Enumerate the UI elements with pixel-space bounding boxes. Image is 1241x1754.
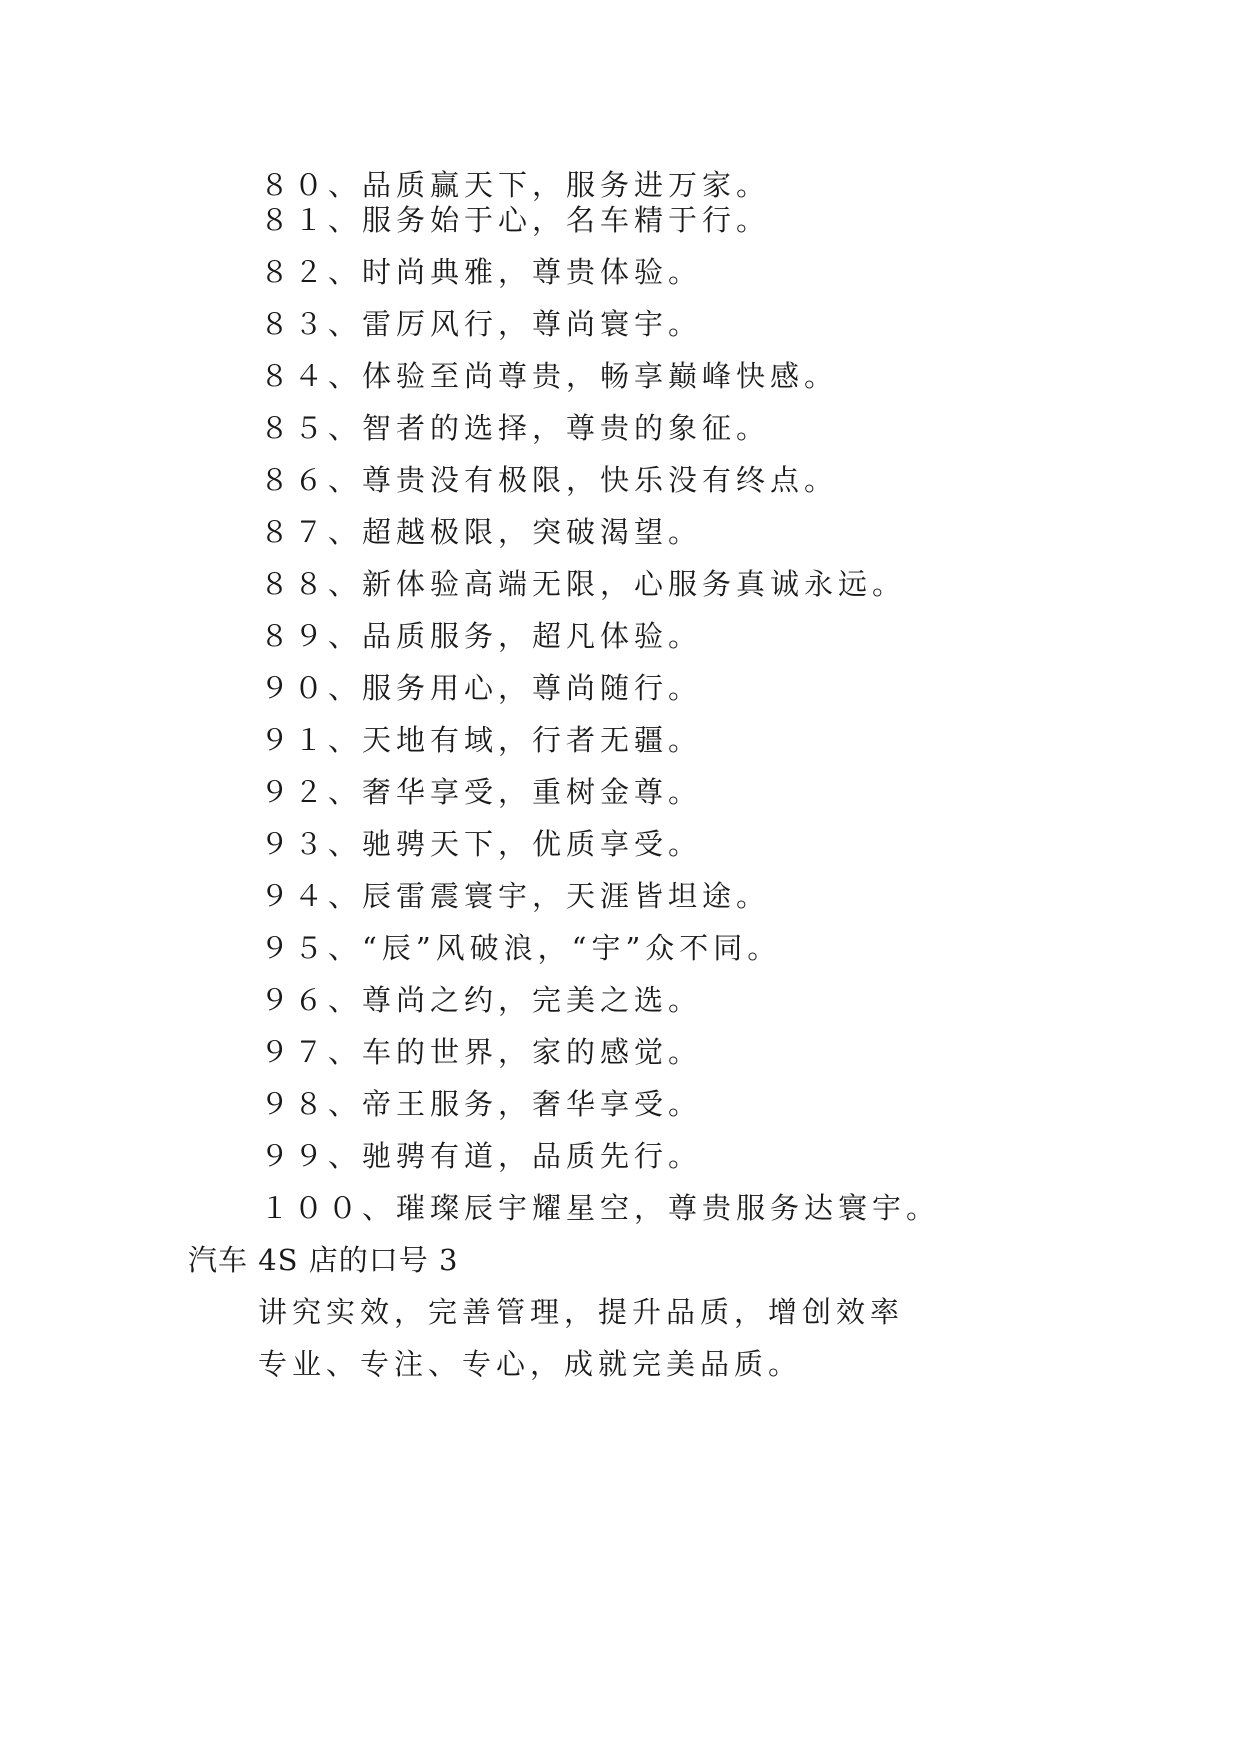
slogan-item-88: ８８、新体验高端无限，心服务真诚永远。 — [260, 567, 907, 601]
slogan-item-98: ９８、帝王服务，奢华享受。 — [260, 1087, 703, 1121]
slogan-item-92: ９２、奢华享受，重树金尊。 — [260, 775, 703, 809]
slogan-item-93: ９３、驰骋天下，优质享受。 — [260, 827, 703, 861]
slogan-item-84: ８４、体验至尚尊贵，畅享巅峰快感。 — [260, 359, 839, 393]
slogan-paragraph: 讲究实效，完善管理，提升品质，增创效率 — [258, 1295, 905, 1329]
slogan-item-90: ９０、服务用心，尊尚随行。 — [260, 671, 703, 705]
slogan-item-99: ９９、驰骋有道，品质先行。 — [260, 1139, 703, 1173]
slogan-item-85: ８５、智者的选择，尊贵的象征。 — [260, 411, 771, 445]
slogan-item-94: ９４、辰雷震寰宇，天涯皆坦途。 — [260, 879, 771, 913]
slogan-item-96: ９６、尊尚之约，完美之选。 — [260, 983, 703, 1017]
section-heading: 汽车 4S 店的口号 3 — [188, 1243, 459, 1277]
slogan-item-95: ９５、“辰”风破浪，“宇”众不同。 — [260, 931, 782, 965]
slogan-item-82: ８２、时尚典雅，尊贵体验。 — [260, 255, 703, 289]
slogan-item-97: ９７、车的世界，家的感觉。 — [260, 1035, 703, 1069]
slogan-item-91: ９１、天地有域，行者无疆。 — [260, 723, 703, 757]
slogan-item-81: ８１、服务始于心，名车精于行。 — [260, 203, 771, 237]
slogan-item-100: １００、璀璨辰宇耀星空，尊贵服务达寰宇。 — [260, 1191, 941, 1225]
slogan-item-83: ８３、雷厉风行，尊尚寰宇。 — [260, 307, 703, 341]
slogan-item-86: ８６、尊贵没有极限，快乐没有终点。 — [260, 463, 839, 497]
slogan-item-89: ８９、品质服务，超凡体验。 — [260, 619, 703, 653]
slogan-item-87: ８７、超越极限，突破渴望。 — [260, 515, 703, 549]
slogan-item-80: ８０、品质赢天下，服务进万家。 — [260, 168, 771, 202]
slogan-paragraph: 专业、专注、专心，成就完美品质。 — [258, 1347, 803, 1381]
